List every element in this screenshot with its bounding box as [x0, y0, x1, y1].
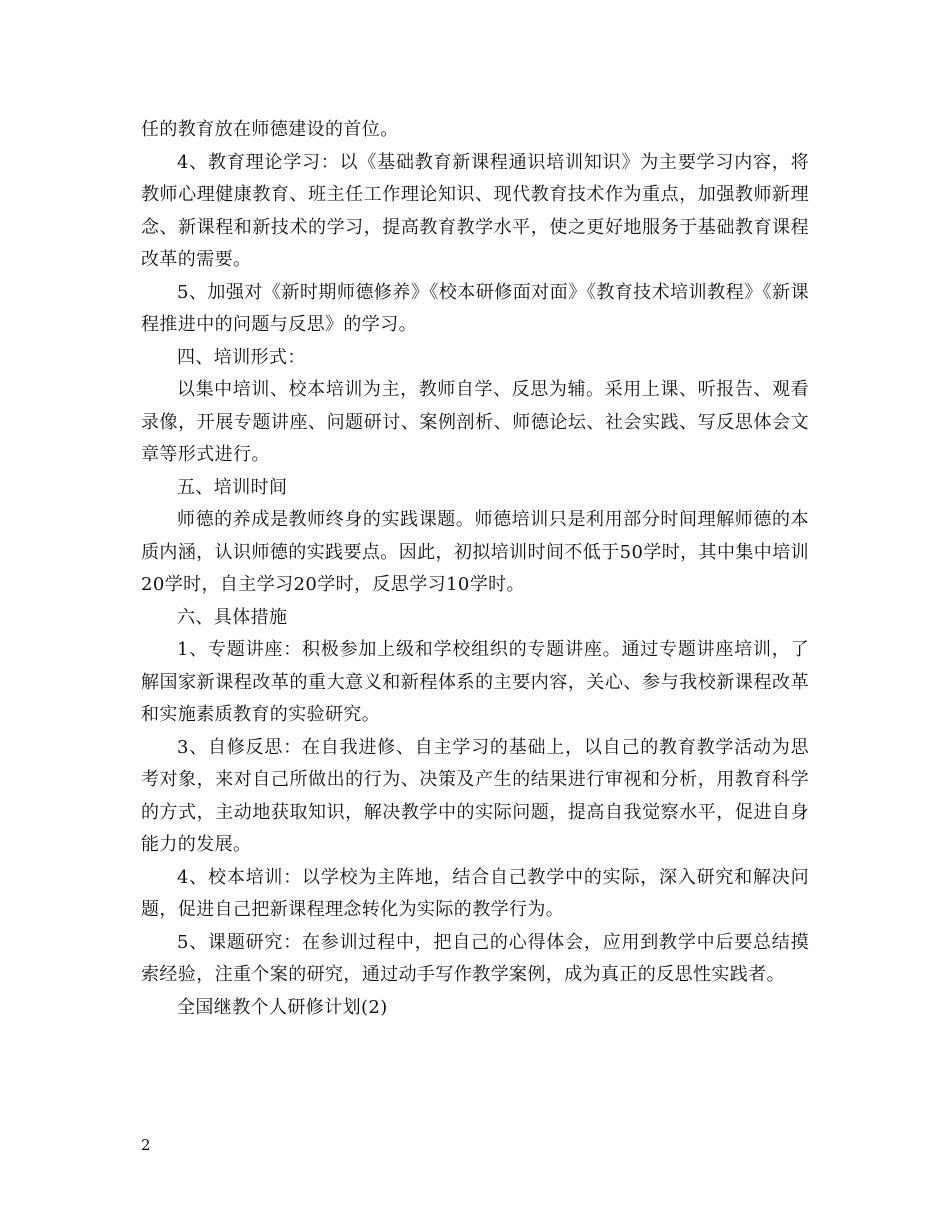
paragraph: 3、自修反思：在自我进修、自主学习的基础上，以自己的教育教学活动为思考对象，来对自己所做出的行为、决策及产生的结果进行审视和分析，用教育科学的方式，主动地获取知识，解决教学中的实际问题，提高自我觉察水平，促进自身能力的发展。 — [141, 736, 809, 855]
document-body — [141, 114, 809, 1024]
section-heading: 六、具体措施 — [177, 606, 288, 628]
paragraph: 师德的养成是教师终身的实践课题。师德培训只是利用部分时间理解师德的本质内涵，认识师德的实践要点。因此，初拟培训时间不低于50学时，其中集中培训20学时，自主学习20学时，反思学习10学时。 — [141, 509, 809, 595]
paragraph: 以集中培训、校本培训为主，教师自学、反思为辅。采用上课、听报告、观看录像，开展专题讲座、问题研讨、案例剖析、师德论坛、社会实践、写反思体会文章等形式进行。 — [141, 379, 809, 465]
page-number: 2 — [141, 1136, 151, 1154]
section-heading: 四、培训形式： — [177, 346, 306, 368]
paragraph: 5、加强对《新时期师德修养》《校本研修面对面》《教育技术培训教程》《新课程推进中的问题与反思》的学习。 — [141, 281, 809, 335]
paragraph: 4、教育理论学习：以《基础教育新课程通识培训知识》为主要学习内容，将教师心理健康教育、班主任工作理论知识、现代教育技术作为重点，加强教师新理念、新课程和新技术的学习，提高教育教学水平，使之更好地服务于基础教育课程改革的需要。 — [141, 151, 809, 270]
paragraph: 5、课题研究：在参训过程中，把自己的心得体会，应用到教学中后要总结摸索经验，注重个案的研究，通过动手写作教学案例，成为真正的反思性实践者。 — [141, 931, 809, 985]
paragraph: 1、专题讲座：积极参加上级和学校组织的专题讲座。通过专题讲座培训，了解国家新课程改革的重大意义和新程体系的主要内容，关心、参与我校新课程改革和实施素质教育的实验研究。 — [141, 639, 809, 725]
paragraph: 任的教育放在师德建设的首位。 — [141, 119, 399, 140]
section-heading: 五、培训时间 — [177, 476, 288, 498]
paragraph: 4、校本培训：以学校为主阵地，结合自己教学中的实际，深入研究和解决问题，促进自己把新课程理念转化为实际的教学行为。 — [141, 866, 809, 920]
section-title: 全国继教个人研修计划(2) — [177, 996, 388, 1018]
